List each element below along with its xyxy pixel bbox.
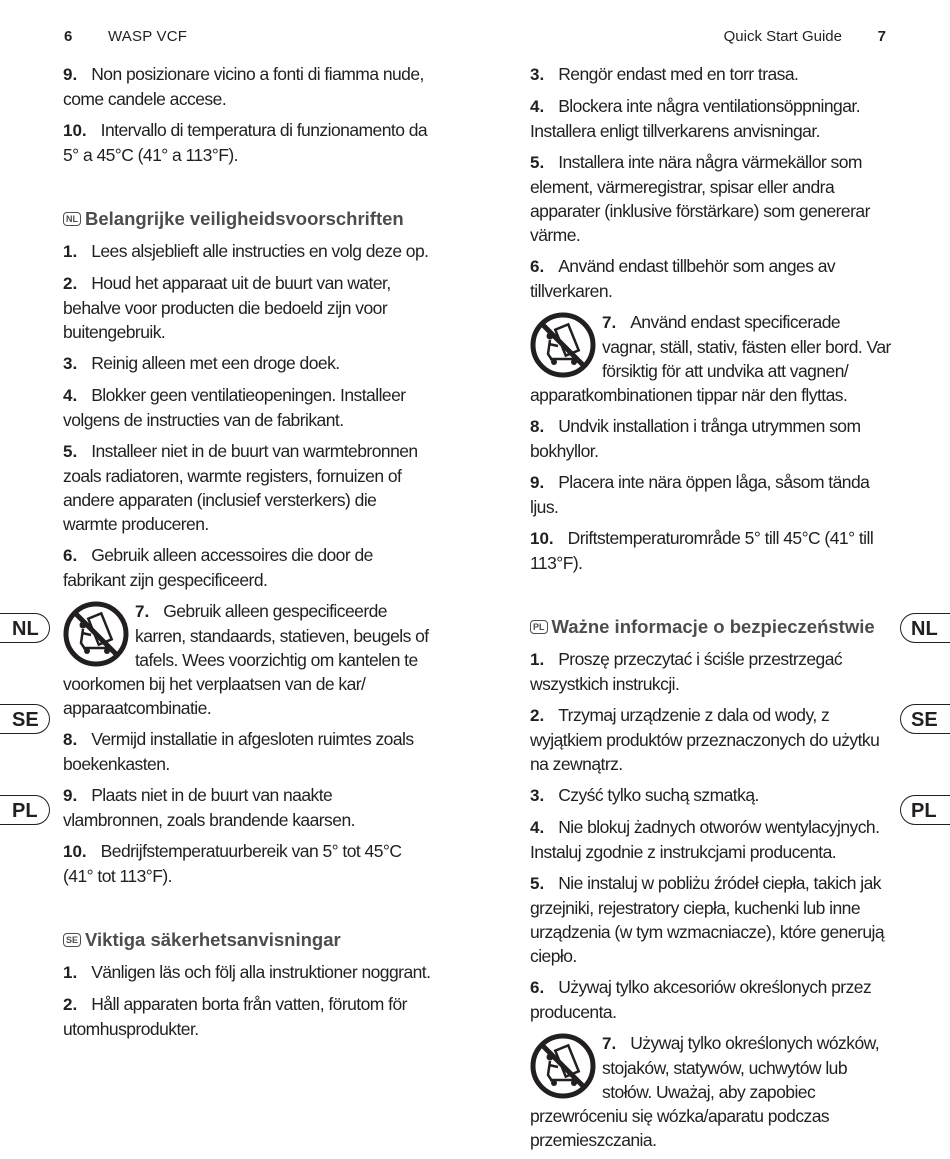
list-item <box>530 871 895 968</box>
item-number: 8. <box>530 417 545 436</box>
list-item <box>530 414 895 463</box>
item-number: 9. <box>63 65 78 84</box>
item-text: Non posizionare vicino a fonti di fiamma nude, come candele accese. <box>63 64 424 109</box>
list-item <box>63 992 433 1041</box>
language-flag: SE <box>63 933 81 947</box>
item-number: 10. <box>63 842 87 861</box>
list-item <box>530 975 895 1024</box>
tab-nl-right[interactable]: NL <box>900 613 950 643</box>
tab-nl-left[interactable]: NL <box>0 613 50 643</box>
item-text: Nie blokuj żadnych otworów wentylacyjnych. Instaluj zgodnie z instrukcjami producenta. <box>530 817 880 862</box>
item-text: Håll apparaten borta från vatten, förutom för utomhusprodukter. <box>63 994 407 1039</box>
item-number: 9. <box>63 786 78 805</box>
item-text: Czyść tylko suchą szmatką. <box>558 785 759 805</box>
item-text: Undvik installation i trånga utrymmen som bokhyllor. <box>530 416 861 461</box>
list-item <box>530 526 895 575</box>
list-item <box>63 239 433 264</box>
list-item <box>63 543 433 592</box>
list-item <box>63 839 433 888</box>
item-text: Blockera inte några ventilationsöppningar. Installera enligt tillverkarens anvisningar. <box>530 96 861 141</box>
list-item <box>63 351 433 376</box>
list-item <box>530 703 895 776</box>
item-text: Blokker geen ventilatieopeningen. Installeer volgens de instructies van de fabrikant. <box>63 385 406 430</box>
item-text: Reinig alleen met een droge doek. <box>91 353 340 373</box>
language-flag: NL <box>63 212 81 226</box>
warning-list-item <box>63 599 433 720</box>
list-item <box>63 960 433 985</box>
cart-tip-warning-icon <box>530 1033 596 1099</box>
item-text: Plaats niet in de buurt van naakte vlambronnen, zoals brandende kaarsen. <box>63 785 355 830</box>
list-item <box>530 470 895 519</box>
section-heading-se <box>63 928 433 952</box>
item-number: 3. <box>530 786 545 805</box>
item-text: Trzymaj urządzenie z dala od wody, z wyjątkiem produktów przeznaczonych do użytku na zewnątrz. <box>530 705 880 774</box>
list-item <box>530 62 895 87</box>
cart-tip-warning-icon <box>63 601 129 667</box>
item-text: Intervallo di temperatura di funzionamento da 5° a 45°C (41° a 113°F). <box>63 120 428 165</box>
item-text: Vermijd installatie in afgesloten ruimtes zoals boekenkasten. <box>63 729 414 774</box>
product-title: WASP VCF <box>108 28 188 45</box>
list-item <box>63 271 433 344</box>
item-number: 1. <box>63 242 78 261</box>
item-number: 2. <box>530 706 545 725</box>
tab-se-left[interactable]: SE <box>0 704 50 734</box>
item-text: Nie instaluj w pobliżu źródeł ciepła, takich jak grzejniki, rejestratory ciepła, kuchenki lub inne urządzenia (w tym wzmacniacze), które generują ciepło. <box>530 873 885 966</box>
page-number-left: 6 <box>64 28 73 45</box>
item-number: 6. <box>530 978 545 997</box>
guide-title: Quick Start Guide <box>723 28 842 45</box>
item-text: Lees alsjeblieft alle instructies en volg deze op. <box>91 241 429 261</box>
item-number: 1. <box>63 963 78 982</box>
list-item <box>63 118 433 167</box>
item-text: Proszę przeczytać i ściśle przestrzegać wszystkich instrukcji. <box>530 649 843 694</box>
page-header <box>0 28 950 50</box>
item-number: 5. <box>63 442 78 461</box>
item-number: 8. <box>63 730 78 749</box>
item-text: Używaj tylko akcesoriów określonych przez producenta. <box>530 977 872 1022</box>
warning-list-item <box>530 1031 895 1152</box>
tab-pl-left[interactable]: PL <box>0 795 50 825</box>
right-column <box>530 62 895 1159</box>
item-text: Bedrijfstemperatuurbereik van 5° tot 45°C (41° tot 113°F). <box>63 841 402 886</box>
item-number: 4. <box>63 386 78 405</box>
item-text: Rengör endast med en torr trasa. <box>558 64 799 84</box>
item-number: 7. <box>135 602 150 621</box>
list-item <box>530 815 895 864</box>
language-flag: PL <box>530 620 548 634</box>
item-number: 5. <box>530 874 545 893</box>
page-number-right: 7 <box>877 28 886 45</box>
list-item <box>530 254 895 303</box>
item-text: Driftstemperaturområde 5° till 45°C (41° till 113°F). <box>530 528 874 573</box>
section-title: Belangrijke veiligheidsvoorschriften <box>85 208 404 229</box>
item-text: Gebruik alleen accessoires die door de fabrikant zijn gespecificeerd. <box>63 545 373 590</box>
item-number: 7. <box>602 313 617 332</box>
item-text: Używaj tylko określonych wózków, stojaków, statywów, uchwytów lub stołów. Uważaj, aby zapobiec przewróceniu się wózka/aparatu podczas przemieszczania. <box>530 1033 880 1150</box>
section-heading-pl <box>530 615 895 639</box>
warning-list-item <box>530 310 895 407</box>
cart-tip-warning-icon <box>530 312 596 378</box>
list-item <box>63 383 433 432</box>
item-number: 6. <box>530 257 545 276</box>
item-number: 4. <box>530 818 545 837</box>
left-column <box>63 62 433 1048</box>
section-title: Viktiga säkerhetsanvisningar <box>85 929 341 950</box>
item-number: 3. <box>63 354 78 373</box>
item-number: 2. <box>63 995 78 1014</box>
list-item <box>63 439 433 536</box>
list-item <box>63 62 433 111</box>
list-item <box>530 647 895 696</box>
list-item <box>63 783 433 832</box>
item-text: Installera inte nära några värmekällor som element, värmeregistrar, spisar eller andra apparater (inklusive förstärkare) som genererar värme. <box>530 152 870 245</box>
item-text: Installeer niet in de buurt van warmtebronnen zoals radiatoren, warmte registers, fornuizen of andere apparaten (inclusief versterkers) die warmte produceren. <box>63 441 418 534</box>
item-text: Placera inte nära öppen låga, såsom tända ljus. <box>530 472 870 517</box>
item-number: 6. <box>63 546 78 565</box>
item-text: Använd endast specificerade vagnar, ställ, stativ, fästen eller bord. Var försiktig för att undvika att vagnen/ apparatkombinationen tippar när den flyttas. <box>530 312 891 405</box>
section-title: Ważne informacje o bezpieczeństwie <box>551 616 875 637</box>
tab-se-right[interactable]: SE <box>900 704 950 734</box>
tab-pl-right[interactable]: PL <box>900 795 950 825</box>
list-item <box>530 94 895 143</box>
item-text: Houd het apparaat uit de buurt van water, behalve voor producten die bedoeld zijn voor buitengebruik. <box>63 273 391 342</box>
item-text: Gebruik alleen gespecificeerde karren, standaards, statieven, beugels of tafels. Wees voorzichtig om kantelen te voorkomen bij het verplaatsen van de kar/ apparaatcombinatie. <box>63 601 429 718</box>
item-number: 1. <box>530 650 545 669</box>
item-text: Använd endast tillbehör som anges av tillverkaren. <box>530 256 836 301</box>
list-item <box>530 783 895 808</box>
item-number: 2. <box>63 274 78 293</box>
item-number: 3. <box>530 65 545 84</box>
item-number: 7. <box>602 1034 617 1053</box>
item-number: 9. <box>530 473 545 492</box>
section-heading-nl <box>63 207 433 231</box>
item-number: 5. <box>530 153 545 172</box>
list-item <box>63 727 433 776</box>
item-number: 4. <box>530 97 545 116</box>
item-text: Vänligen läs och följ alla instruktioner noggrant. <box>91 962 431 982</box>
item-number: 10. <box>63 121 87 140</box>
item-number: 10. <box>530 529 554 548</box>
list-item <box>530 150 895 247</box>
